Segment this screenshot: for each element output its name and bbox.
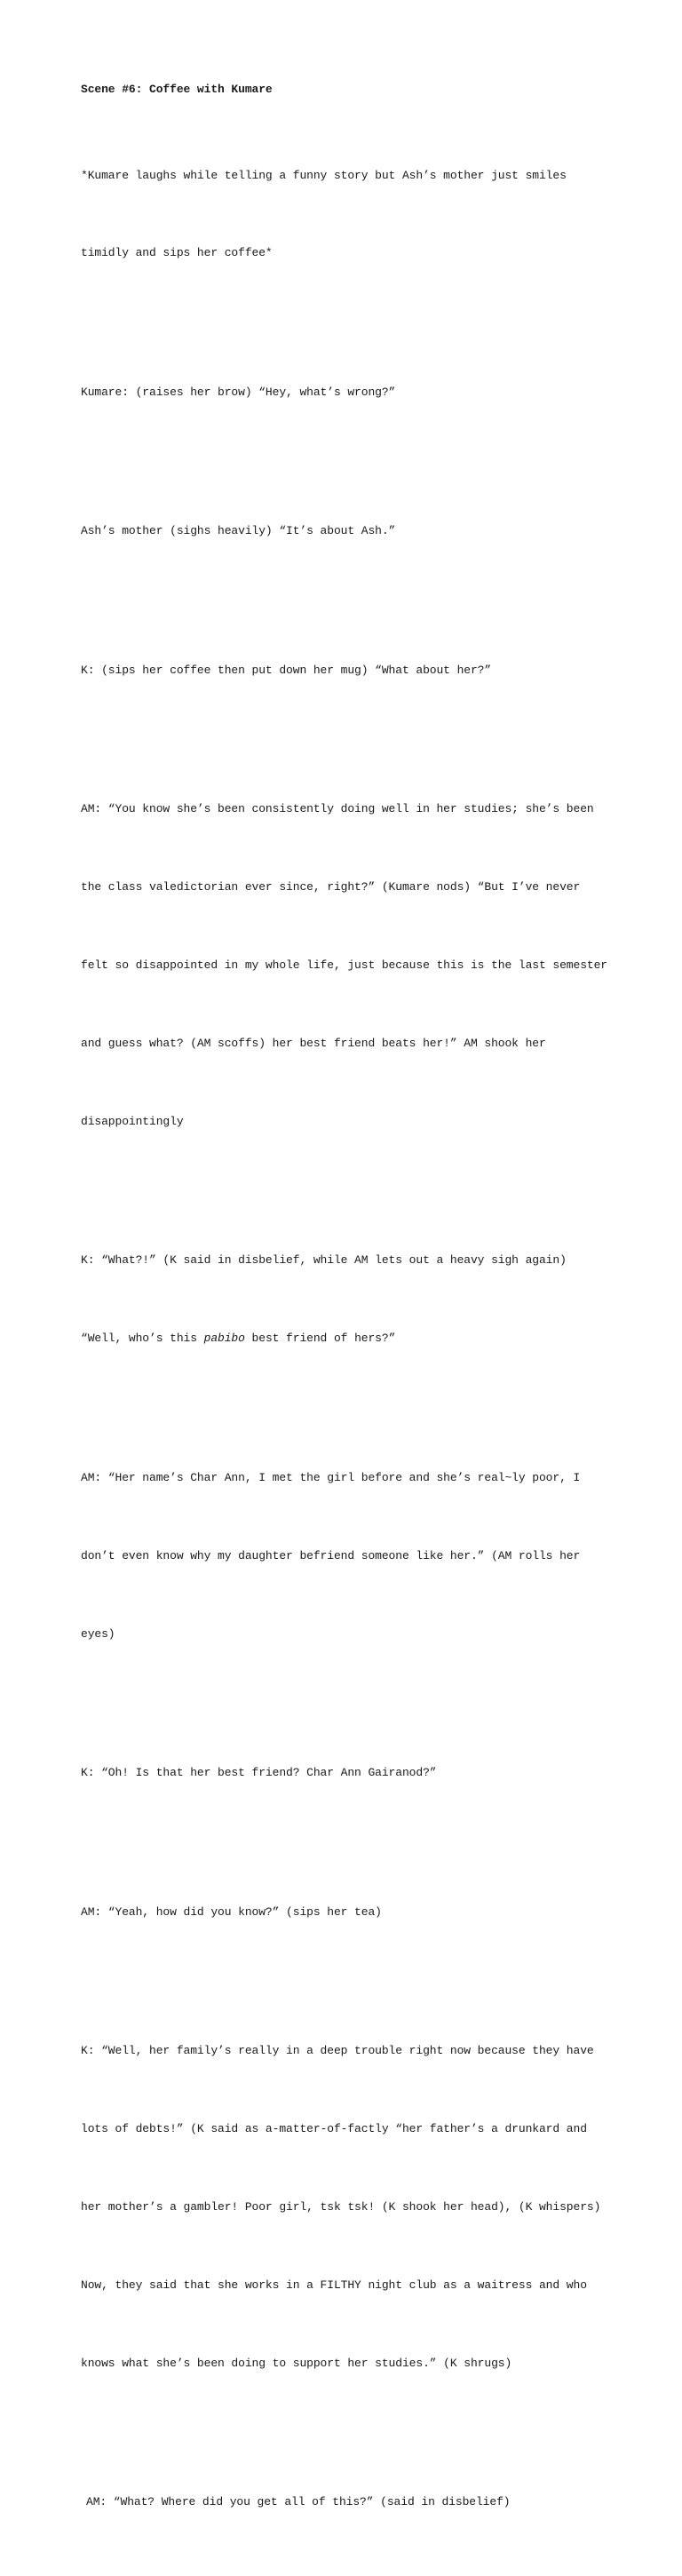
scene-title: Scene #6: Coffee with Kumare (81, 83, 273, 96)
text-line: and guess what? (AM scoffs) her best friend beats her!” AM shook her (81, 1037, 546, 1051)
text-line: the class valedictorian ever since, right?” (Kumare nods) “But I’ve never (81, 880, 581, 894)
dialogue-paragraph (81, 744, 614, 1187)
text-line: K: “Well, her family’s really in a deep trouble right now because they have (81, 2044, 594, 2058)
text-line: felt so disappointed in my whole life, just because this is the last semester (81, 958, 607, 973)
text-segment: “Well, who’s this (81, 1332, 204, 1346)
dialogue-paragraph (81, 1196, 614, 1403)
text-line: lots of debts!” (K said as a-matter-of-factly “her father’s a drunkard and (81, 2121, 587, 2135)
text-segment: best friend of hers?” (244, 1332, 396, 1346)
text-line: don’t even know why my daughter befriend someone like her.” (AM rolls her (81, 1548, 581, 1562)
text-line: AM: “Yeah, how did you know?” (sips her tea) (81, 1904, 382, 1919)
text-line: Ash’s mother (sighs heavily) “It’s about Ash.” (81, 524, 396, 538)
dialogue-paragraph (81, 1708, 614, 1838)
text-line: K: “Oh! Is that her best friend? Char Ann Gairanod?” (81, 1766, 437, 1780)
text-line: K: (sips her coffee then put down her mug) “What about her?” (81, 663, 492, 677)
dialogue-paragraph (81, 605, 614, 735)
text-line: timidly and sips her coffee* (81, 246, 273, 260)
dialogue-paragraph (81, 2437, 614, 2567)
text-line: AM: “What? Where did you get all of this?” (said in disbelief) (86, 2495, 511, 2509)
dialogue-paragraph (81, 1985, 614, 2428)
dialogue-paragraph (81, 1412, 614, 1698)
dialogue-paragraph (81, 327, 614, 457)
script-body (81, 78, 614, 2576)
stage-direction-paragraph (81, 110, 614, 318)
italic-word: pabibo (203, 1332, 245, 1346)
text-line: AM: “Her name’s Char Ann, I met the girl before and she’s real~ly poor, I (81, 1470, 581, 1484)
text-line-with-italic (81, 1325, 614, 1351)
text-line: her mother’s a gambler! Poor girl, tsk tsk! (K shook her head), (K whispers) (81, 2199, 601, 2214)
text-line: knows what she’s been doing to support her studies.” (K shrugs) (81, 2356, 512, 2370)
dialogue-paragraph (81, 466, 614, 596)
text-line: *Kumare laughs while telling a funny story but Ash’s mother just smiles (81, 168, 567, 182)
text-line: disappointingly (81, 1114, 184, 1128)
text-line: Now, they said that she works in a FILTHY night club as a waitress and who (81, 2278, 587, 2292)
text-line: K: “What?!” (K said in disbelief, while AM lets out a heavy sigh again) (81, 1253, 567, 1268)
dialogue-paragraph (81, 1847, 614, 1976)
text-line: eyes) (81, 1626, 115, 1641)
text-line: AM: “You know she’s been consistently doing well in her studies; she’s been (81, 802, 594, 816)
text-line: Kumare: (raises her brow) “Hey, what’s wrong?” (81, 385, 396, 399)
